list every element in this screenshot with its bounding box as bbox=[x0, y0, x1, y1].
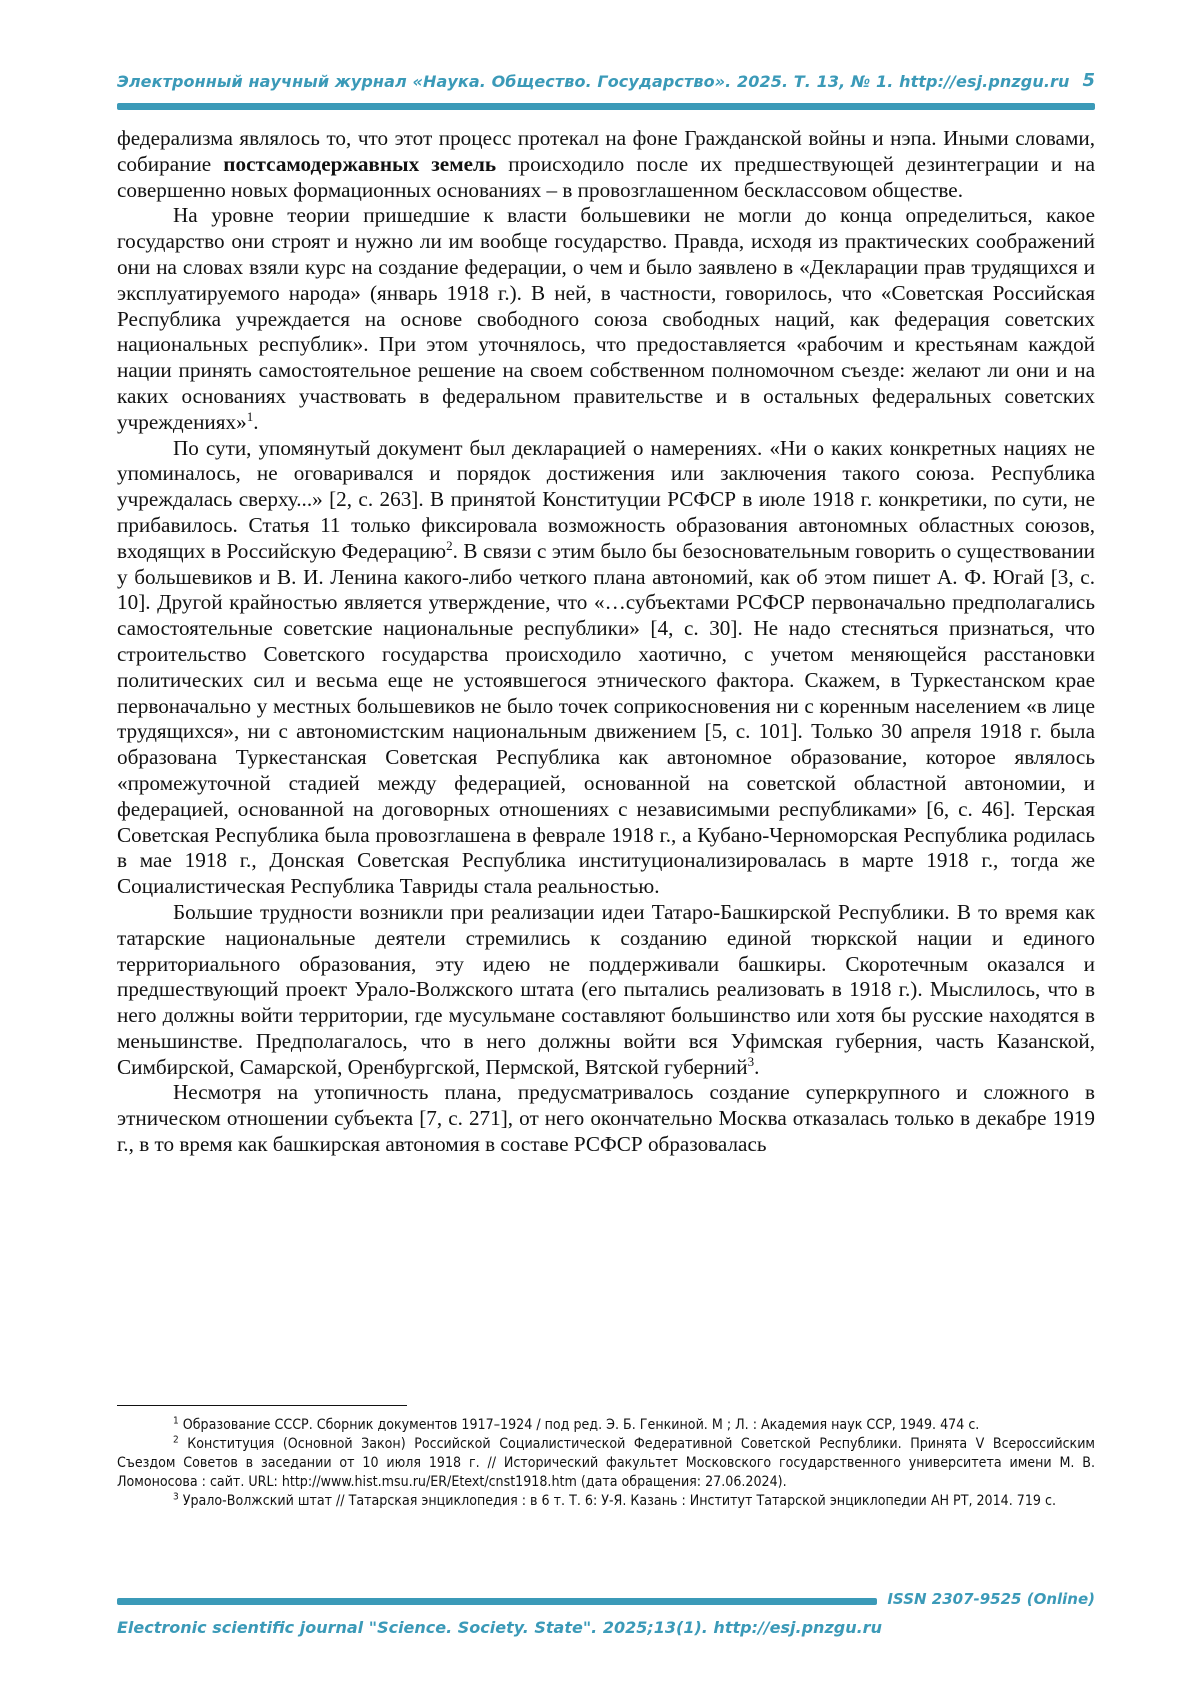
paragraph-5: Несмотря на утопичность плана, предусматривалось создание суперкрупного и сложного в этническом отношении субъекта [7, с. 271], от него окончательно Москва отказалась только в декабре 1919 г., в то время как башкирская автономия в составе РСФСР образовалась bbox=[117, 1080, 1095, 1157]
header-rule bbox=[117, 103, 1095, 110]
footnote-3: $^3$ Урало-Волжский штат // Татарская энциклопедия : в 6 т. Т. 6: У-Я. Казань : Институт Татарской энциклопедии АН РТ, 2014. 719 с. bbox=[173, 1491, 1057, 1509]
footer-issn: ISSN 2307-9525 (Online) bbox=[887, 1590, 1095, 1608]
footnotes bbox=[117, 1416, 1095, 1511]
paragraph-2: На уровне теории пришедшие к власти большевики не могли до конца определиться, какое государство они строят и нужно ли им вообще государство. Правда, исходя из практических соображений они на словах взяли курс на создание федерации, о чем и было заявлено в «Декларации прав трудящихся и эксплуатируемого народа» (январь 1918 г.). В ней, в частности, говорилось, что «Советская Российская Республика учреждается на основе свободного союза свободных наций, как федерация советских национальных республик». При этом уточнялось, что предоставляется «рабочим и крестьянам каждой нации принять самостоятельное решение на своем собственном полномочном съезде: желают ли они и на каких основаниях участвовать в федеральном правительстве и в остальных федеральных советских учреждениях»$^1$. bbox=[117, 203, 1095, 434]
footnote-ref-1[interactable]: 1 bbox=[246, 408, 254, 424]
page-number: 5 bbox=[1082, 70, 1095, 91]
footnote-2: $^2$ Конституция (Основной Закон) Российской Социалистической Федеративной Советской Республики. Принята V Всероссийским Съездом Советов в заседании от 10 июля 1918 г. // Исторический факультет Московского государственного университета имени М. В. Ломоносова : сайт. URL: http://www.hist.msu.ru/ER/Etext/cnst1918.htm (дата обращения: 27.06.2024). bbox=[117, 1434, 1095, 1490]
paragraph-3: По сути, упомянутый документ был декларацией о намерениях. «Ни о каких конкретных нациях не упоминалось, не оговаривался и порядок достижения или заключения такого союза. Республика учреждалась сверху...» [2, с. 263]. В принятой Конституции РСФСР в июле 1918 г. конкретики, по сути, не прибавилось. Статья 11 только фиксировала возможность образования автономных областных союзов, входящих в Российскую Федерацию$^2$. В связи с этим было бы безосновательным говорить о существовании у большевиков и В. И. Ленина какого-либо четкого плана автономий, как об этом пишет А. Ф. Югай [3, с. 10]. Другой крайностью является утверждение, что «…субъектами РСФСР первоначально предполагались самостоятельные советские национальные республики» [4, с. 30]. Не надо стесняться признаться, что строительство Советского государства происходило хаотично, с учетом меняющейся расстановки политических сил и весьма еще не устоявшегося этнического фактора. Скажем, в Туркестанском крае первоначально у местных большевиков не было точек соприкосновения ни с коренным населением «в лице трудящихся», ни с автономистским национальным движением [5, с. 101]. Только 30 апреля 1918 г. была образована Туркестанская Советская Республика как автономное образование, которое являлось «промежуточной стадией между федерацией, основанной на советской областной автономии, и федерацией, основанной на договорных отношениях с независимыми республиками» [6, с. 46]. Терская Советская Республика была провозглашена в феврале 1918 г., а Кубано-Черноморская Республика родилась в мае 1918 г., Донская Советская Республика институционализировалась в марте 1918 г., тогда же Социалистическая Республика Тавриды стала реальностью. bbox=[117, 435, 1095, 899]
paragraph-4: Большие трудности возникли при реализации идеи Татаро-Башкирской Республики. В то время как татарские национальные деятели стремились к созданию единой тюркской нации и единого территориального образования, эту идею не поддерживали башкиры. Скоротечным оказался и предшествующий проект Урало-Волжского штата (его пытались реализовать в 1918 г.). Мыслилось, что в него должны войти территории, где мусульмане составляют большинство или хотя бы русские находятся в меньшинстве. Предполагалось, что в него должны войти вся Уфимская губерния, часть Казанской, Симбирской, Самарской, Оренбургской, Пермской, Вятской губерний$^3$. bbox=[117, 899, 1095, 1079]
paragraph-1: федерализма являлось то, что этот процесс протекал на фоне Гражданской войны и нэпа. Иными словами, собирание постсамодержавных земель происходило после их предшествующей дезинтеграции и на совершенно новых формационных основаниях – в провозглашенном бесклассовом обществе. bbox=[117, 126, 1095, 202]
footer-journal-title: Electronic scientific journal "Science. Society. State". 2025;13(1). http://esj.pnzgu.ru bbox=[117, 1618, 882, 1637]
footnote-1: $^1$ Образование СССР. Сборник документов 1917–1924 / под ред. Э. Б. Генкиной. М ; Л. : Академия наук ССР, 1949. 474 с. bbox=[173, 1415, 980, 1433]
article-body bbox=[117, 126, 1095, 1158]
header-journal-title: Электронный научный журнал «Наука. Общество. Государство». 2025. Т. 13, № 1. http://esj.pnzgu.ru bbox=[117, 72, 1070, 91]
footnote-ref-2[interactable]: 2 bbox=[446, 537, 453, 553]
footnote-ref-3[interactable]: 3 bbox=[747, 1053, 755, 1069]
footer-rule bbox=[117, 1598, 877, 1605]
footnote-separator bbox=[117, 1405, 407, 1406]
bold-phrase: постсамодержавных земель bbox=[223, 151, 497, 176]
